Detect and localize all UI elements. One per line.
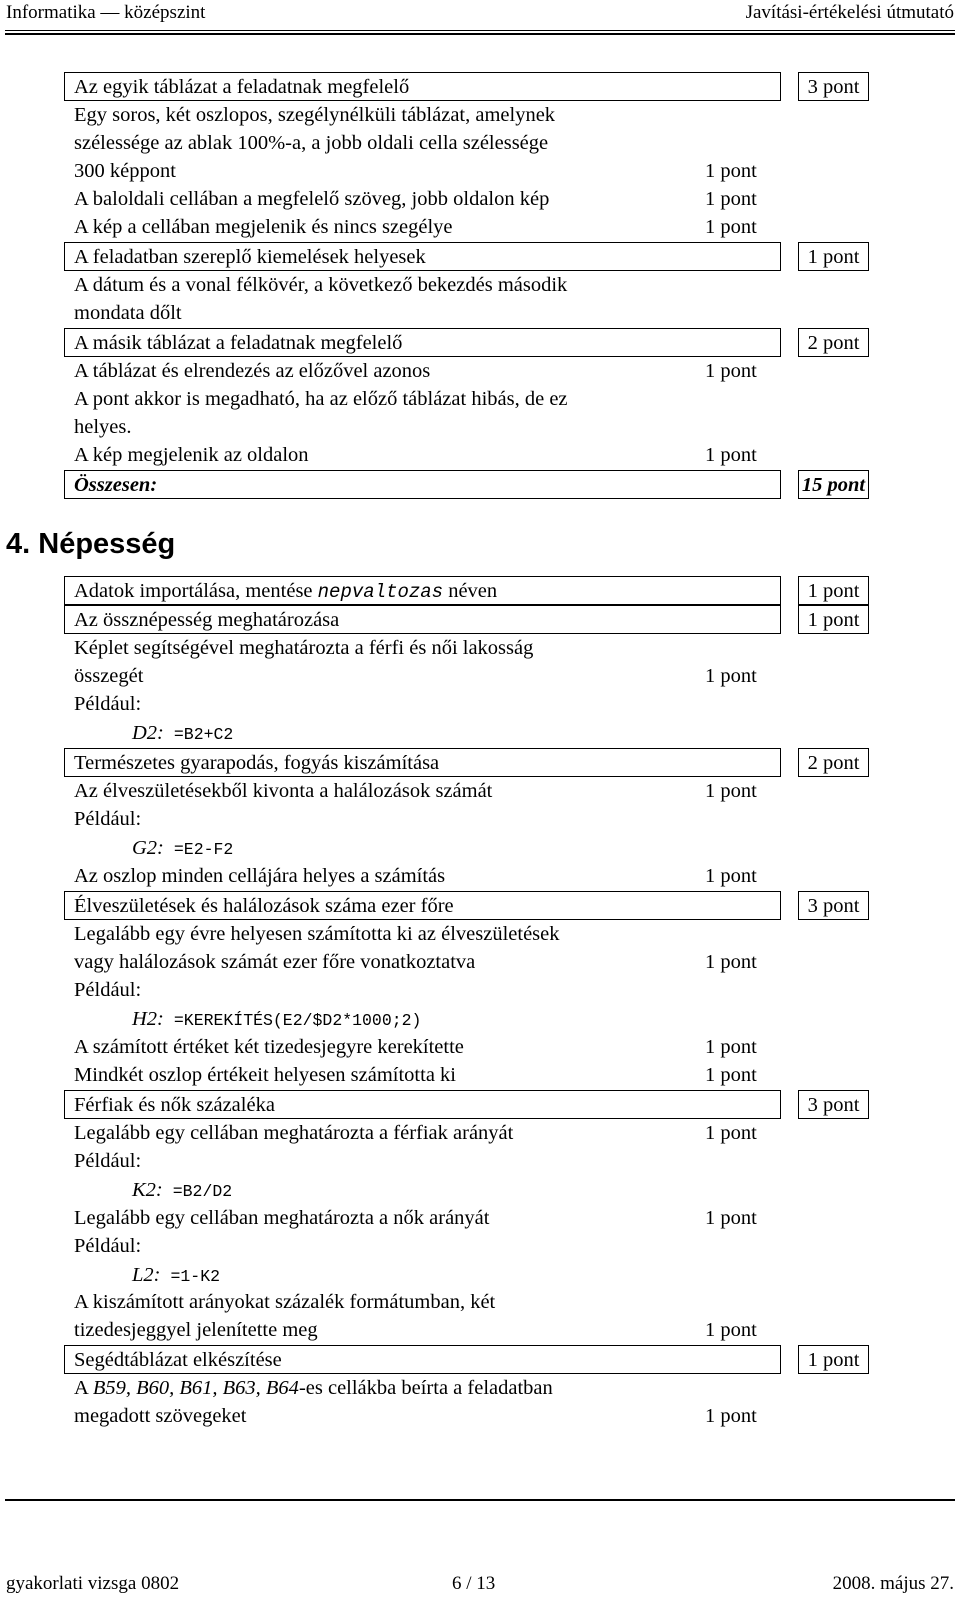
criterion-text: helyes. — [74, 416, 132, 438]
sub-points: 1 pont — [705, 160, 757, 182]
criterion-text: szélessége az ablak 100%-a, a jobb oldali cella szélessége — [74, 132, 549, 154]
criterion-text: Legalább egy évre helyesen számította ki az élveszületések — [74, 923, 560, 945]
criterion-text-post: -es cellákba beírta a feladatban — [298, 1377, 553, 1399]
sub-points: 1 pont — [705, 1036, 757, 1058]
criterion-text: A kép megjelenik az oldalon — [74, 444, 309, 466]
criterion-text-pre: A — [74, 1377, 93, 1399]
criterion-text: Az oszlop minden cellájára helyes a számítás — [74, 865, 446, 887]
criterion-text-post: néven — [448, 580, 498, 602]
sub-points: 1 pont — [705, 1064, 757, 1086]
criterion-heading: Segédtáblázat elkészítése — [64, 1345, 781, 1374]
total-points: 15 pont — [798, 470, 869, 499]
main-points: 1 pont — [798, 576, 869, 605]
criterion-text-pre: Adatok importálása, mentése — [74, 580, 313, 602]
main-points: 2 pont — [798, 328, 869, 357]
criterion-heading — [64, 576, 781, 605]
criterion-text: A táblázat és elrendezés az előzővel azonos — [74, 360, 431, 382]
main-points: 3 pont — [798, 891, 869, 920]
criterion-heading: Élveszületések és halálozások száma ezer főre — [64, 891, 781, 920]
sub-points: 1 pont — [705, 780, 757, 802]
formula-code: =KEREKÍTÉS(E2/$D2*1000;2) — [173, 1011, 422, 1030]
main-points: 3 pont — [798, 1090, 869, 1119]
criterion-text: A kép a cellában megjelenik és nincs szegélye — [74, 216, 453, 238]
criterion-heading: Természetes gyarapodás, fogyás kiszámítása — [64, 748, 781, 777]
footer-date: 2008. május 27. — [832, 1573, 954, 1594]
formula-example — [132, 719, 233, 749]
sub-points: 1 pont — [705, 1405, 757, 1427]
sub-points: 1 pont — [705, 951, 757, 973]
formula-example — [132, 1261, 220, 1291]
main-points: 1 pont — [798, 1345, 869, 1374]
footer-page-number: 6 / 13 — [452, 1573, 496, 1594]
formula-cell: K2: — [132, 1179, 163, 1201]
formula-cell: D2: — [132, 722, 164, 744]
sub-points: 1 pont — [705, 1122, 757, 1144]
cell-references: B59, B60, B61, B63, B64 — [92, 1377, 299, 1399]
sub-points: 1 pont — [705, 865, 757, 887]
criterion-heading: Férfiak és nők százaléka — [64, 1090, 781, 1119]
sub-points: 1 pont — [705, 360, 757, 382]
criterion-text: Képlet segítségével meghatározta a férfi és női lakosság — [74, 637, 534, 659]
criterion-text: A dátum és a vonal félkövér, a következő bekezdés második — [74, 274, 568, 296]
formula-code: =B2/D2 — [172, 1182, 233, 1201]
file-name: nepvaltozas — [317, 581, 444, 603]
formula-code: =E2-F2 — [173, 840, 234, 859]
formula-example — [132, 1005, 421, 1035]
criterion-text: Legalább egy cellában meghatározta a nők arányát — [74, 1207, 490, 1229]
header-rule-thick — [5, 33, 955, 35]
criterion-text: A számított értéket két tizedesjegyre kerekítette — [74, 1036, 464, 1058]
sub-points: 1 pont — [705, 444, 757, 466]
footer-rule — [5, 1499, 955, 1501]
example-label: Például: — [74, 808, 142, 830]
criterion-heading: A másik táblázat a feladatnak megfelelő — [64, 328, 781, 357]
criterion-text: Az élveszületésekből kivonta a halálozások számát — [74, 780, 493, 802]
sub-points: 1 pont — [705, 188, 757, 210]
criterion-text: megadott szövegeket — [74, 1405, 247, 1427]
example-label: Például: — [74, 693, 142, 715]
section-title — [6, 528, 175, 561]
criterion-text: tizedesjeggyel jelenítette meg — [74, 1319, 318, 1341]
section-number: 4. — [6, 528, 31, 560]
footer-exam-code: gyakorlati vizsga 0802 — [6, 1573, 180, 1594]
criterion-heading: A feladatban szereplő kiemelések helyesek — [64, 242, 781, 271]
criterion-text: 300 képpont — [74, 160, 176, 182]
header-left-title: Informatika — középszint — [6, 2, 206, 23]
criterion-text: vagy halálozások számát ezer főre vonatkoztatva — [74, 951, 476, 973]
criterion-heading: Az egyik táblázat a feladatnak megfelelő — [64, 72, 781, 101]
total-label: Összesen: — [64, 470, 781, 499]
formula-example — [132, 1176, 232, 1206]
sub-points: 1 pont — [705, 1207, 757, 1229]
criterion-text: Egy soros, két oszlopos, szegélynélküli táblázat, amelynek — [74, 104, 556, 126]
example-label: Például: — [74, 1150, 142, 1172]
header-rule — [5, 30, 955, 31]
criterion-text: A baloldali cellában a megfelelő szöveg, jobb oldalon kép — [74, 188, 550, 210]
criterion-text: A pont akkor is megadható, ha az előző táblázat hibás, de ez — [74, 388, 568, 410]
sub-points: 1 pont — [705, 1319, 757, 1341]
header-right-title: Javítási-értékelési útmutató — [745, 2, 954, 23]
criterion-text: Legalább egy cellában meghatározta a férfiak arányát — [74, 1122, 514, 1144]
main-points: 1 pont — [798, 242, 869, 271]
main-points: 2 pont — [798, 748, 869, 777]
sub-points: 1 pont — [705, 216, 757, 238]
criterion-text: összegét — [74, 665, 144, 687]
formula-cell: L2: — [132, 1264, 161, 1286]
criterion-text — [74, 1374, 553, 1403]
formula-cell: H2: — [132, 1008, 164, 1030]
section-name: Népesség — [38, 528, 176, 560]
sub-points: 1 pont — [705, 665, 757, 687]
example-label: Például: — [74, 979, 142, 1001]
criterion-heading: Az össznépesség meghatározása — [64, 605, 781, 634]
formula-code: =1-K2 — [170, 1267, 220, 1286]
formula-code: =B2+C2 — [173, 725, 234, 744]
main-points: 1 pont — [798, 605, 869, 634]
criterion-text: A kiszámított arányokat százalék formátumban, két — [74, 1291, 496, 1313]
main-points: 3 pont — [798, 72, 869, 101]
criterion-text: mondata dőlt — [74, 302, 182, 324]
example-label: Például: — [74, 1235, 142, 1257]
formula-cell: G2: — [132, 837, 164, 859]
criterion-text: Mindkét oszlop értékeit helyesen számította ki — [74, 1064, 456, 1086]
formula-example — [132, 834, 233, 864]
